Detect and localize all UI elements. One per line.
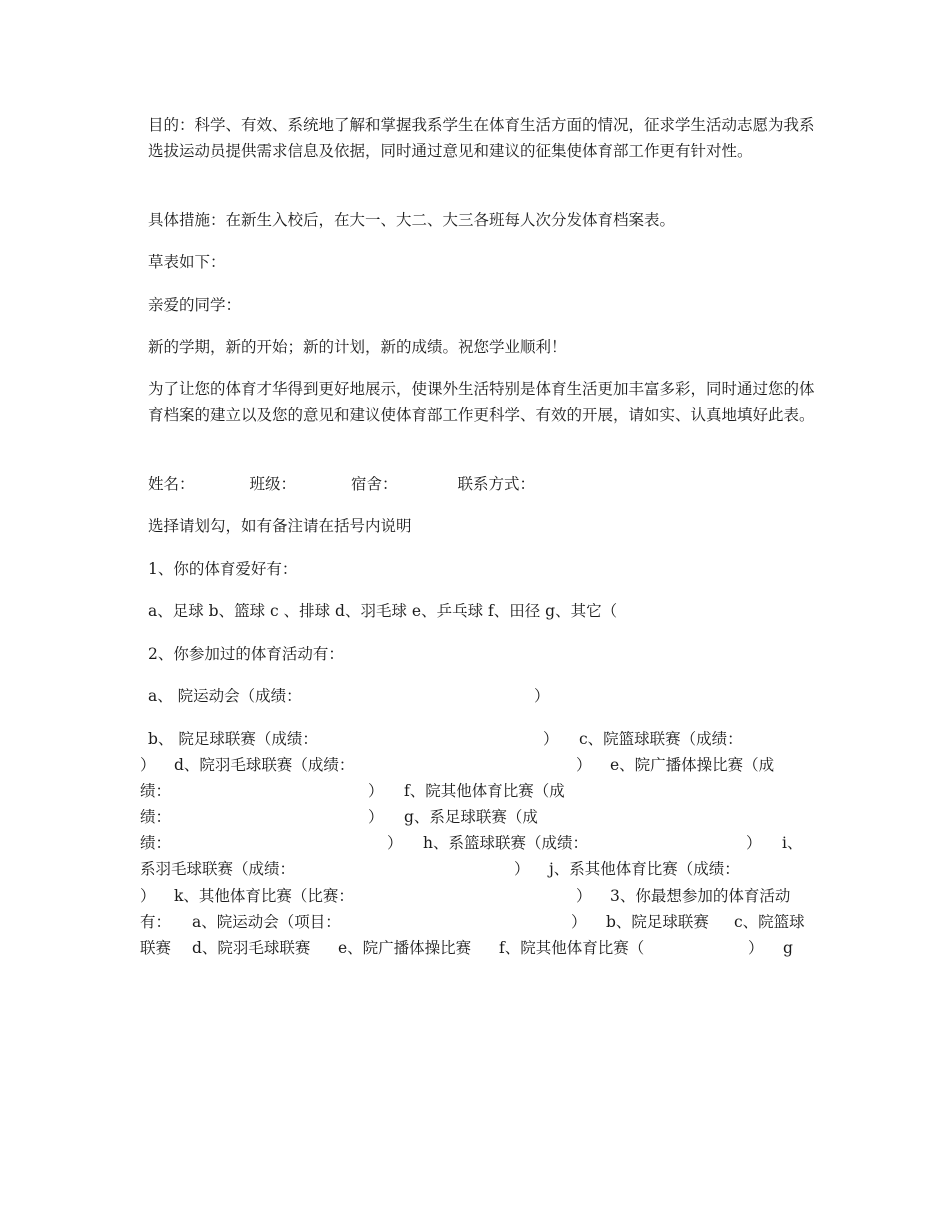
dorm-field-label: 宿舍： <box>351 475 398 493</box>
instruction-line: 选择请划勾，如有备注请在括号内说明 <box>148 517 412 535</box>
q3-option-a: a、院运动会（项目： <box>192 913 341 931</box>
q2-option-f: f、院其他体育比赛（成 <box>404 782 565 800</box>
q2-option-g-close: ） <box>387 834 403 852</box>
q2-option-a-close: ） <box>534 687 550 705</box>
q2-option-a: a、 院运动会（成绩： <box>148 687 302 705</box>
name-field-label: 姓名： <box>148 475 195 493</box>
q2-option-d: d、院羽毛球联赛（成绩： <box>174 756 355 774</box>
q2-option-c-close: ） <box>140 756 156 774</box>
q2-option-j: j、系其他体育比赛（成绩： <box>549 860 740 878</box>
q2-option-i-close: ） <box>514 860 530 878</box>
q2-option-k: k、其他体育比赛（比赛： <box>174 887 354 905</box>
q3-option-e: e、院广播体操比赛 <box>338 939 472 957</box>
intro-paragraph: 为了让您的体育才华得到更好地展示，使课外生活特别是体育生活更加丰富多彩，同时通过您的体育档案的建立以及您的意见和建议使体育部工作更科学、有效的开展，请如实、认真地填好此表。 <box>148 380 815 424</box>
q2-option-e: e、院广播体操比赛（成 <box>610 756 775 774</box>
q2-option-d-close: ） <box>576 756 592 774</box>
q2-option-h: h、系篮球联赛（成绩： <box>423 834 588 852</box>
class-field-label: 班级： <box>249 475 297 493</box>
q3-option-f: f、院其他体育比赛（ <box>499 939 645 957</box>
q2-option-b: b、 院足球联赛（成绩： <box>148 730 318 748</box>
purpose-paragraph: 目的：科学、有效、系统地了解和掌握我系学生在体育生活方面的情况，征求学生活动志愿为我系选拔运动员提供需求信息及依据，同时通过意见和建议的征集使体育部工作更有针对性。 <box>148 116 815 160</box>
q2-question: 2、你参加过的体育活动有： <box>148 645 344 663</box>
q2-option-g-cont: 绩： <box>140 834 172 852</box>
q3-option-d: d、院羽毛球联赛 <box>192 939 311 957</box>
q3-question: 3、你最想参加的体育活动 <box>610 887 791 905</box>
q3-option-a-close: ） <box>571 913 587 931</box>
info-fields-row <box>140 471 535 497</box>
wishes-line: 新的学期，新的开始；新的计划，新的成绩。祝您学业顺利！ <box>148 338 567 356</box>
q2-option-i-cont: 系羽毛球联赛（成绩： <box>140 860 296 878</box>
draft-label: 草表如下： <box>148 253 226 271</box>
q2-option-f-cont: 绩： <box>140 808 172 826</box>
measures-paragraph: 具体措施：在新生入校后，在大一、大二、大三各班每人次分发体育档案表。 <box>148 211 676 229</box>
q2-option-f-close: ） <box>368 808 384 826</box>
q3-option-b: b、院足球联赛 <box>606 913 709 931</box>
q3-option-c-cont: 联赛 <box>140 939 172 957</box>
q2-option-k-close: ） <box>576 887 592 905</box>
greeting: 亲爱的同学： <box>148 296 242 314</box>
q3-option-c: c、院篮球 <box>734 913 805 931</box>
q2-option-i: i、 <box>782 834 803 852</box>
q2-option-g: g、系足球联赛（成 <box>404 808 538 826</box>
q2-option-e-close: ） <box>368 782 384 800</box>
q3-option-f-close: ） <box>748 939 764 957</box>
q2-option-h-close: ） <box>746 834 762 852</box>
q2-option-j-close: ） <box>140 887 156 905</box>
q1-question: 1、你的体育爱好有： <box>148 560 298 578</box>
q3-question-cont: 有： <box>140 913 172 931</box>
contact-field-label: 联系方式： <box>457 475 536 493</box>
q1-options: a、足球 b、篮球 c 、排球 d、羽毛球 e、乒乓球 f、田径 g、其它（ <box>148 602 618 620</box>
q2-option-c: c、院篮球联赛（成绩： <box>579 730 743 748</box>
q2-option-b-close: ） <box>543 730 559 748</box>
q3-option-g: g <box>783 939 793 957</box>
q2-option-e-cont: 绩： <box>140 782 172 800</box>
